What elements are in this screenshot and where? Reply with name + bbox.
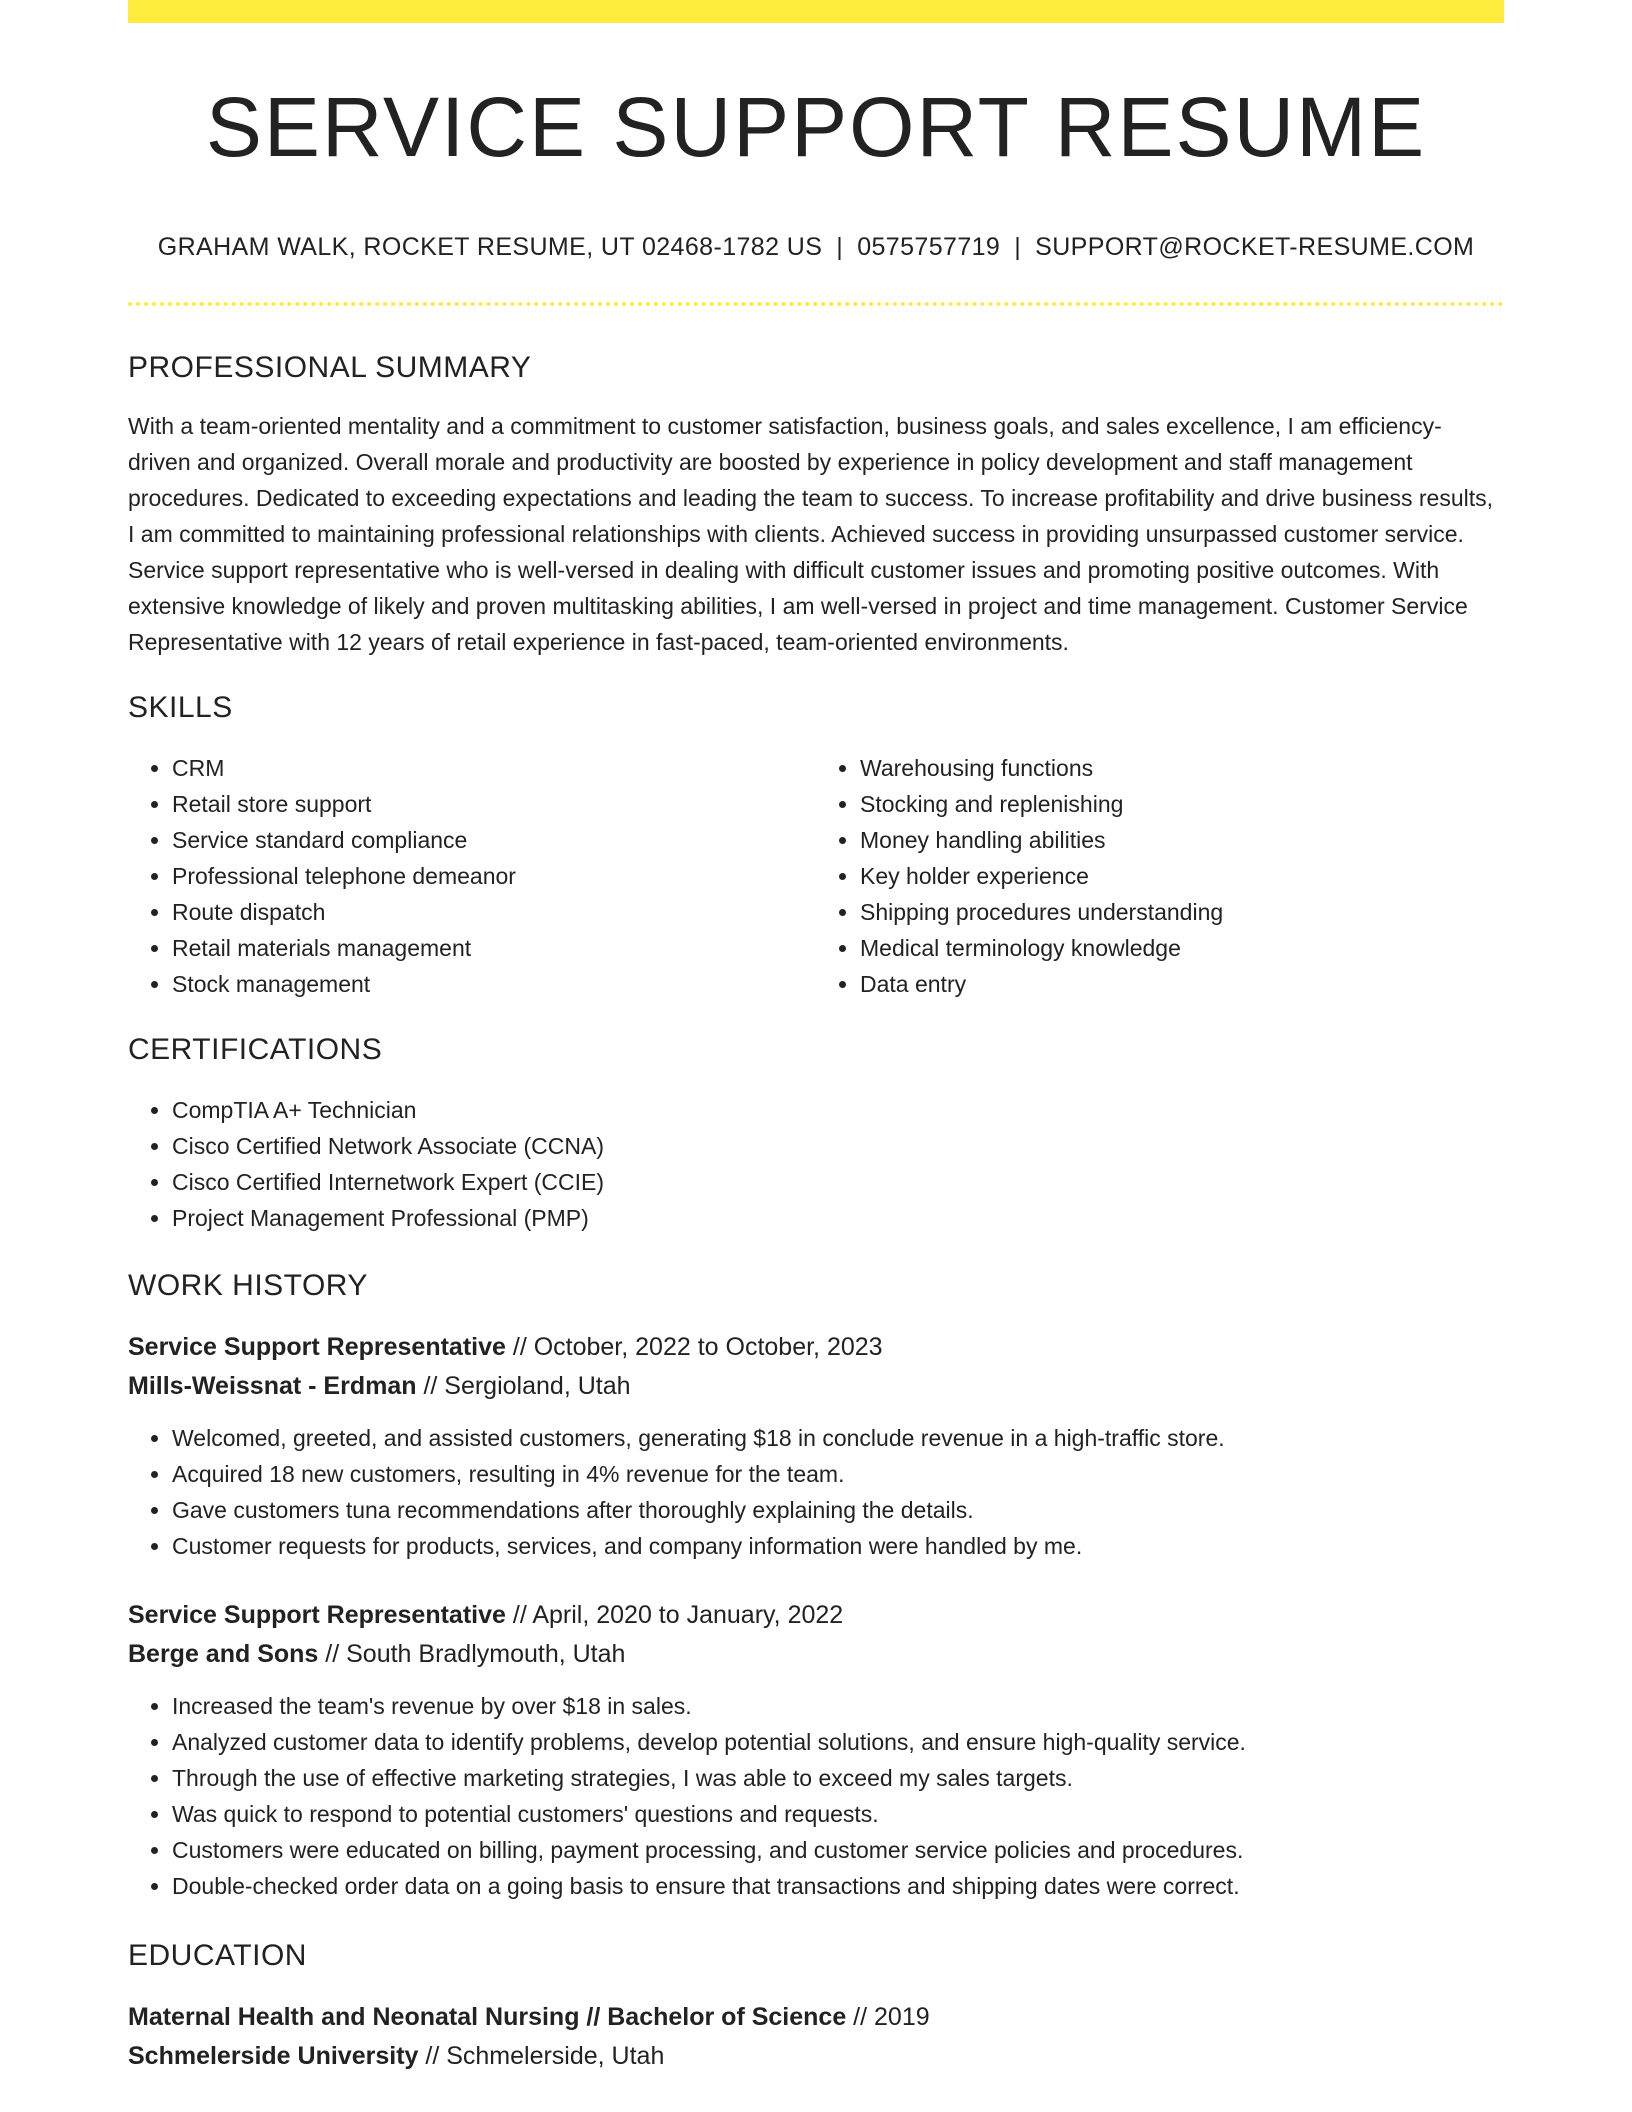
skill-item: • Stocking and replenishing <box>860 786 1504 822</box>
certifications-list <box>128 1092 1504 1236</box>
education-location: // Schmelerside, Utah <box>418 2042 665 2070</box>
certification-item: • CompTIA A+ Technician <box>172 1092 1504 1128</box>
summary-heading: PROFESSIONAL SUMMARY <box>128 351 532 384</box>
job-bullet: • Welcomed, greeted, and assisted customers, generating $18 in conclude revenue in a high-traffic store. <box>172 1420 1504 1456</box>
skills-left-list <box>128 750 816 1002</box>
resume-title: SERVICE SUPPORT RESUME <box>205 80 1427 174</box>
certification-item: • Cisco Certified Network Associate (CCNA) <box>172 1128 1504 1164</box>
job-company: Mills-Weissnat - Erdman <box>128 1372 417 1400</box>
education-school: Schmelerside University <box>128 2042 419 2070</box>
skill-item: • CRM <box>172 750 816 786</box>
education-school-line <box>128 2037 1504 2076</box>
job-dates: // April, 2020 to January, 2022 <box>505 1601 844 1629</box>
job-bullet: • Acquired 18 new customers, resulting in 4% revenue for the team. <box>172 1456 1504 1492</box>
work-history-heading: WORK HISTORY <box>128 1269 368 1302</box>
job-bullet-list <box>128 1688 1504 1904</box>
contact-line <box>128 232 1504 262</box>
job-company: Berge and Sons <box>128 1640 319 1668</box>
job-title-line <box>128 1596 1504 1635</box>
job-bullet: • Customers were educated on billing, payment processing, and customer service policies and procedures. <box>172 1832 1504 1868</box>
job-dates: // October, 2022 to October, 2023 <box>505 1333 883 1361</box>
skills-columns <box>128 750 1504 1002</box>
education-degree-line <box>128 1998 1504 2037</box>
education-year: // 2019 <box>846 2003 930 2031</box>
skill-item: • Data entry <box>860 966 1504 1002</box>
job-location: // Sergioland, Utah <box>416 1372 631 1400</box>
job-bullet: • Analyzed customer data to identify problems, develop potential solutions, and ensure high-quality service. <box>172 1724 1504 1760</box>
job-company-line <box>128 1635 1504 1674</box>
job-bullet-list <box>128 1420 1504 1564</box>
dotted-divider <box>128 302 1504 306</box>
job-bullet: • Double-checked order data on a going basis to ensure that transactions and shipping dates were correct. <box>172 1868 1504 1904</box>
skill-item: • Service standard compliance <box>172 822 816 858</box>
skill-item: • Route dispatch <box>172 894 816 930</box>
job-title: Service Support Representative <box>128 1333 506 1361</box>
skill-item: • Shipping procedures understanding <box>860 894 1504 930</box>
skill-item: • Medical terminology knowledge <box>860 930 1504 966</box>
summary-text: With a team-oriented mentality and a commitment to customer satisfaction, business goals, and sales excellence, I am efficiency-driven and organized. Overall morale and productivity are boosted by experience in policy development and staff management procedures. Dedicated to exceeding expectations and leading the team to success. To increase profitability and drive business results, I am committed to maintaining professional relationships with clients. Achieved success in providing unsurpassed customer service. Service support representative who is well-versed in dealing with difficult customer issues and promoting positive outcomes. With extensive knowledge of likely and proven multitasking abilities, I am well-versed in project and time management. Customer Service Representative with 12 years of retail experience in fast-paced, team-oriented environments. <box>128 413 1494 655</box>
job-company-line <box>128 1367 1504 1406</box>
job-entry <box>128 1328 1504 1564</box>
skill-item: • Money handling abilities <box>860 822 1504 858</box>
skills-right-list <box>816 750 1504 1002</box>
skills-heading: SKILLS <box>128 691 233 724</box>
top-accent-bar <box>128 0 1504 23</box>
job-bullet: • Customer requests for products, services, and company information were handled by me. <box>172 1528 1504 1564</box>
contact-address: GRAHAM WALK, ROCKET RESUME, UT 02468-1782 US <box>157 233 823 261</box>
job-title-line <box>128 1328 1504 1367</box>
contact-phone: 0575757719 <box>857 233 1001 261</box>
certification-item: • Cisco Certified Internetwork Expert (CCIE) <box>172 1164 1504 1200</box>
skill-item: • Key holder experience <box>860 858 1504 894</box>
job-entry <box>128 1596 1504 1904</box>
education-entry <box>128 1998 1504 2076</box>
contact-email: SUPPORT@ROCKET-RESUME.COM <box>1035 233 1475 261</box>
skill-item: • Stock management <box>172 966 816 1002</box>
job-bullet: • Through the use of effective marketing strategies, I was able to exceed my sales targets. <box>172 1760 1504 1796</box>
job-bullet: • Increased the team's revenue by over $18 in sales. <box>172 1688 1504 1724</box>
skill-item: • Professional telephone demeanor <box>172 858 816 894</box>
job-bullet: • Gave customers tuna recommendations after thoroughly explaining the details. <box>172 1492 1504 1528</box>
contact-separator: | <box>1014 233 1022 261</box>
education-heading: EDUCATION <box>128 1939 307 1972</box>
certification-item: • Project Management Professional (PMP) <box>172 1200 1504 1236</box>
contact-separator: | <box>836 233 844 261</box>
certifications-heading: CERTIFICATIONS <box>128 1033 383 1066</box>
skill-item: • Retail materials management <box>172 930 816 966</box>
skill-item: • Retail store support <box>172 786 816 822</box>
job-location: // South Bradlymouth, Utah <box>318 1640 626 1668</box>
job-bullet: • Was quick to respond to potential customers' questions and requests. <box>172 1796 1504 1832</box>
resume-page <box>128 0 1504 2076</box>
education-degree: Maternal Health and Neonatal Nursing // Bachelor of Science <box>128 2003 847 2031</box>
skill-item: • Warehousing functions <box>860 750 1504 786</box>
job-title: Service Support Representative <box>128 1601 506 1629</box>
